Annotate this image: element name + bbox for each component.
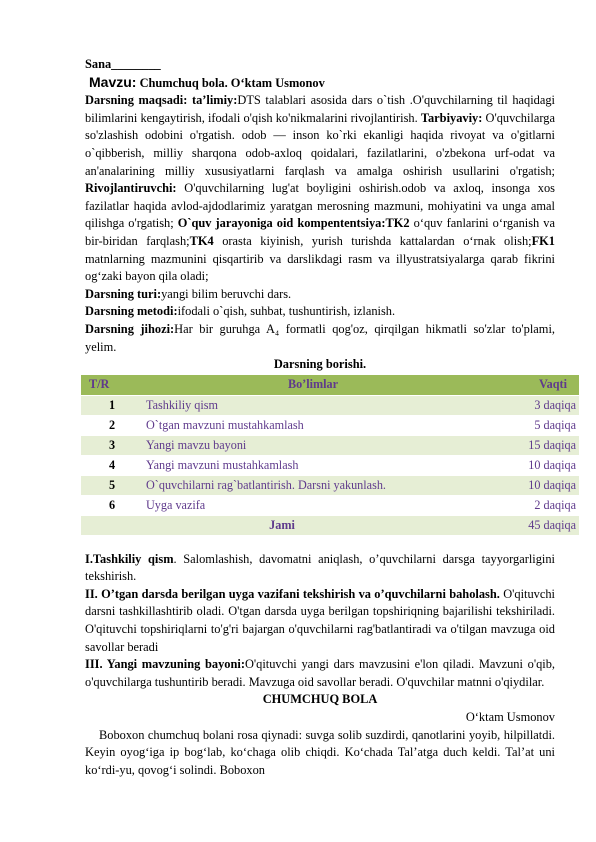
lesson-method-label: Darsning metodi: xyxy=(85,304,178,319)
row-number: 5 xyxy=(81,475,143,495)
date-line: Sana________ xyxy=(85,57,161,71)
competence-label: O`quv jarayoniga oid kompententsiya: xyxy=(177,216,386,231)
lesson-equipment-label: Darsning jihozi: xyxy=(85,321,175,336)
story-title: CHUMCHUQ BOLA xyxy=(262,692,378,707)
lesson-equipment-text: Har bir guruhga A₄ formatli qog'oz, qirqilgan hikmatli so'zlar to'plami, yelim. xyxy=(85,321,555,354)
tk2-label: TK2 xyxy=(385,216,410,231)
section-1-label: I.Tashkiliy qism xyxy=(85,551,174,566)
header-tr: T/R xyxy=(81,375,143,396)
row-section: O`tgan mavzuni mustahkamlash xyxy=(143,415,483,435)
row-section: Tashkiliy qism xyxy=(143,395,483,415)
row-time: 10 daqiqa xyxy=(483,475,579,495)
fk1-text: matnlarning mazmunini qisqartirib va darslikdagi rasm va illyustratsiyalarga qarab fikrini og‘zaki bayon qila oladi; xyxy=(85,251,555,284)
tarbiyaviy-text: O'quvchilarga so'zlashish odobini o'rgatish. odob — inson ko`rki ekanligi haqida rivoyat va o'gitlarni o`qibberish, milliy sharqona odob-axloq qoidalari, fazilatlarini, o'zbekona urf-odat va an'analarining milliy xususiyatlarni farqlash va amalga oshirish usullarini o'rgatish; xyxy=(85,110,555,178)
table-row xyxy=(81,415,579,435)
section-2-label: II. O’tgan darsda berilgan uyga vazifani tekshirish va o’quvchilarni baholash. xyxy=(85,586,500,601)
row-number: 4 xyxy=(81,455,143,475)
table-row xyxy=(81,495,579,515)
table-header-row xyxy=(81,375,579,396)
table-row xyxy=(81,455,579,475)
section-3 xyxy=(85,656,555,691)
table-total-row xyxy=(81,515,579,535)
table-row xyxy=(81,435,579,455)
lesson-type-label: Darsning turi: xyxy=(85,286,162,301)
header-time: Vaqti xyxy=(483,375,579,396)
lesson-method xyxy=(85,303,555,321)
section-3-text: O'qituvchi yangi dars mavzusini e'lon qiladi. Mavzuni o'qib, o'quvchilarga tushuntirib beradi. Mavzuga oid savollar beradi. O'quvchilar matnni o'qiydilar. xyxy=(85,657,555,689)
topic-label: Mavzu: xyxy=(89,73,137,90)
row-time: 10 daqiqa xyxy=(483,455,579,475)
lesson-method-text: ifodali o`qish, suhbat, tushuntirish, izlanish. xyxy=(177,304,396,319)
table-row xyxy=(81,395,579,415)
row-section: Yangi mavzu bayoni xyxy=(143,435,483,455)
rivojlantiruvchi-text: O'quvchilarning lug'at boyligini oshirish.odob va axloq, insonga xos fazilatlar haqida avlod-ajdodlarimiz yaratgan merosning mazmuni, mohiyatini va unga amal qilishga o'rgatish; xyxy=(85,181,555,231)
row-time: 15 daqiqa xyxy=(483,435,579,455)
row-section: Uyga vazifa xyxy=(143,495,483,515)
story-author: O‘ktam Usmonov xyxy=(465,710,555,725)
tk2-text: o‘quv fanlarini o‘rganish va bir-biridan farqlash; xyxy=(85,216,555,248)
lesson-type xyxy=(85,286,555,304)
row-time: 2 daqiqa xyxy=(483,495,579,515)
row-number: 1 xyxy=(81,395,143,415)
total-time: 45 daqiqa xyxy=(483,515,579,535)
lesson-flow-title: Darsning borishi. xyxy=(273,357,367,372)
row-number: 3 xyxy=(81,435,143,455)
fk1-label: FK1 xyxy=(531,233,555,248)
section-2 xyxy=(85,586,555,656)
lesson-type-text: yangi bilim beruvchi dars. xyxy=(161,286,292,301)
lesson-plan-table xyxy=(81,375,579,535)
section-3-label: III. Yangi mavzuning bayoni: xyxy=(85,657,245,672)
tarbiyaviy-label: Tarbiyaviy: xyxy=(420,110,483,125)
row-section: O`quvchilarni rag`batlantirish. Darsni yakunlash. xyxy=(143,475,483,495)
table-row xyxy=(81,475,579,495)
rivojlantiruvchi-label: Rivojlantiruvchi: xyxy=(85,181,177,196)
lesson-plan-page xyxy=(85,56,576,779)
lesson-goals xyxy=(85,92,555,286)
tk4-text: orasta kiyinish, yurish turishda kattalardan o‘rnak olish; xyxy=(222,233,532,248)
row-number: 2 xyxy=(81,415,143,435)
story-text: Boboxon chumchuq bolani rosa qiynadi: suvga solib suzdirdi, qanotlarini yoyib, hilpillatdi. Keyin oyog‘iga ip bog‘lab, ko‘chaga olib chiqdi. Ko‘chada Tal’atga duch keldi. Tal’at uni ko‘rdi-yu, qovog‘i solindi. Boboxon xyxy=(85,727,555,777)
topic-text: Chumchuq bola. O‘ktam Usmonov xyxy=(139,75,325,90)
spacer xyxy=(85,535,555,551)
goals-dts: DTS talablari asosida dars o`tish .O'quvchilarning til haqidagi bilimlarini kengaytirish, ifodali o'qish ko'nikmalarini rivojlantirish. xyxy=(85,93,555,125)
row-number: 6 xyxy=(81,495,143,515)
goals-label: Darsning maqsadi: ta’limiy: xyxy=(85,93,238,108)
lesson-equipment xyxy=(85,321,555,356)
section-1 xyxy=(85,551,555,586)
row-section: Yangi mavzuni mustahkamlash xyxy=(143,455,483,475)
total-label: Jami xyxy=(81,515,483,535)
row-time: 3 daqiqa xyxy=(483,395,579,415)
section-1-text: . Salomlashish, davomatni aniqlash, o’quvchilarni darsga tayyorgarligini tekshirish. xyxy=(85,551,555,584)
header-sections: Bo’limlar xyxy=(143,375,483,396)
tk4-label: TK4 xyxy=(189,233,214,248)
topic-line xyxy=(85,74,555,93)
row-time: 5 daqiqa xyxy=(483,415,579,435)
section-2-text: O'qituvchi darsni tashkillashtirib oladi. O'tgan darsda uyga berilgan topshiriqning bajarilishi tekshiriladi. O'qituvchi topshiriqlarni to'g'ri bajargan o'quvchilarni rag'batlantiradi va o'tilgan mavzuga oid savollar beradi xyxy=(85,586,555,654)
